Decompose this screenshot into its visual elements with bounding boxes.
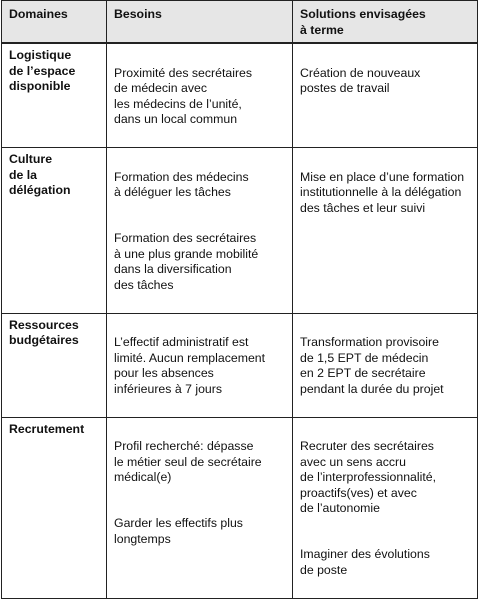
row-needs-cell — [107, 417, 293, 598]
row-solutions-cell — [293, 43, 478, 148]
header-besoins: Besoins — [107, 1, 293, 44]
table-row — [2, 43, 478, 148]
row-solutions-cell — [293, 148, 478, 314]
row-needs-cell — [107, 43, 293, 148]
row-domain-cell: Culture de la délégation — [2, 148, 107, 314]
row-domain-cell: Recrutement — [2, 417, 107, 598]
solution-text: Création de nouveaux postes de travail — [300, 65, 421, 95]
solution-text: Transformation provisoire de 1,5 EPT de médecin en 2 EPT de secrétaire pendant la durée du projet — [300, 335, 444, 396]
solution-text: Mise en place d’une formation institutionnelle à la délégation des tâches et leur suivi — [300, 169, 465, 215]
row-needs-cell — [107, 313, 293, 417]
row-solutions-cell — [293, 417, 478, 598]
table-row — [2, 148, 478, 314]
need-text: Formation des secrétaires à une plus grande mobilité dans la diversification des tâches — [114, 231, 259, 292]
need-text: Formation des médecins à déléguer les tâches — [114, 169, 249, 199]
need-text: L’effectif administratif est limité. Aucun remplacement pour les absences inférieures à 7 jours — [114, 335, 266, 396]
table-row — [2, 313, 478, 417]
header-solutions: Solutions envisagées à terme — [293, 1, 478, 44]
row-solutions-cell — [293, 313, 478, 417]
need-text: Profil recherché: dépasse le métier seul de secrétaire médical(e) — [114, 439, 262, 484]
header-domaines: Domaines — [2, 1, 107, 44]
row-domain-cell: Logistique de l’espace disponible — [2, 43, 107, 148]
row-domain-cell: Ressources budgétaires — [2, 313, 107, 417]
header-row — [2, 1, 478, 44]
table-header — [2, 1, 478, 44]
need-text: Proximité des secrétaires de médecin avec les médecins de l’unité, dans un local commun — [114, 65, 253, 126]
solution-text: Recruter des secrétaires avec un sens accru de l’interprofessionnalité, proactifs(ves) et avec de l’autonomie — [300, 439, 437, 515]
solution-text: Imaginer des évolutions de poste — [300, 547, 430, 577]
needs-solutions-table — [1, 0, 478, 599]
row-needs-cell — [107, 148, 293, 314]
table-row — [2, 417, 478, 598]
need-text: Garder les effectifs plus longtemps — [114, 516, 243, 546]
